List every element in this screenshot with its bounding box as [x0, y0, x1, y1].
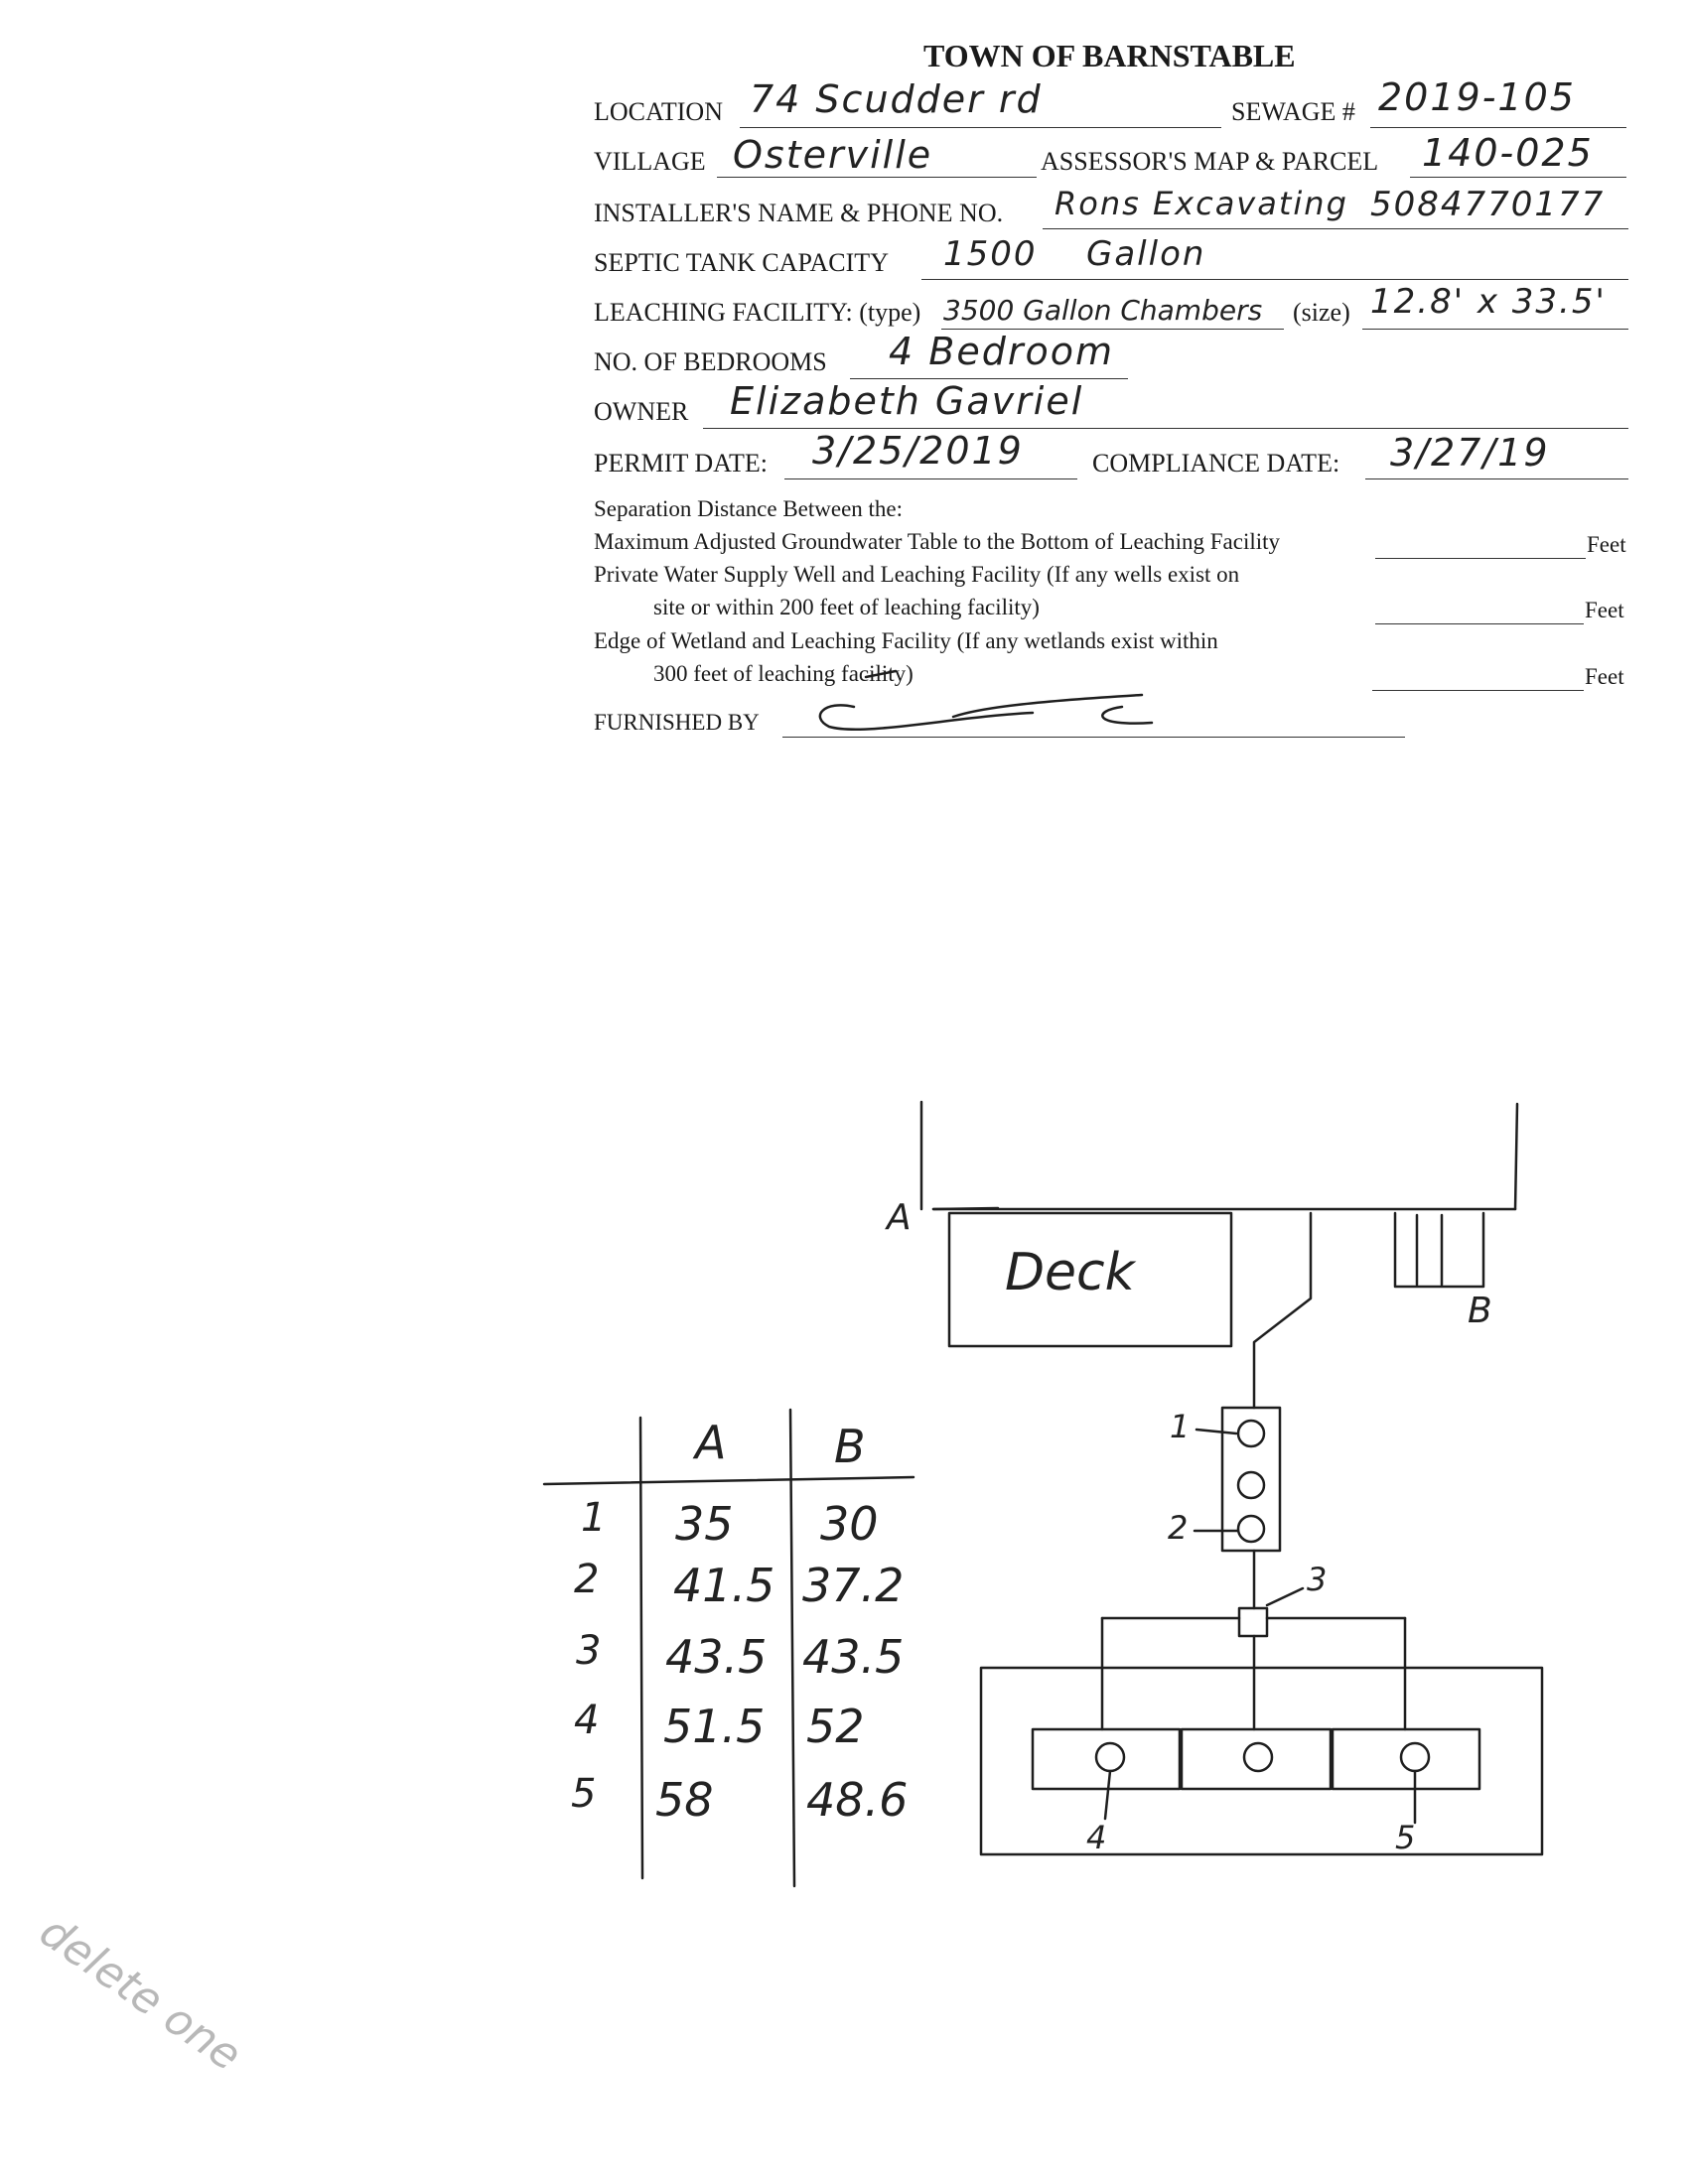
- leaching-size-label: (size): [1293, 298, 1350, 327]
- owner-label: OWNER: [594, 397, 689, 426]
- signature: [820, 695, 1152, 730]
- separation-wetland-line2: 300 feet of leaching facility): [653, 661, 914, 686]
- table-row-5-a: 58: [655, 1773, 714, 1827]
- location-value: 74 Scudder rd: [750, 77, 1043, 121]
- chamber-center: [1182, 1729, 1331, 1789]
- table-row-3-a: 43.5: [665, 1630, 768, 1684]
- table-row-1-a: 35: [675, 1497, 734, 1551]
- table-column-divider-1: [640, 1418, 642, 1878]
- bedrooms-label: NO. OF BEDROOMS: [594, 347, 827, 376]
- table-row-3-num: 3: [576, 1628, 602, 1674]
- point-4-leader: [1105, 1771, 1110, 1819]
- compliance-date-label: COMPLIANCE DATE:: [1092, 449, 1340, 478]
- table-row-1-b: 30: [820, 1497, 879, 1551]
- point-3-leader: [1267, 1588, 1303, 1605]
- separation-well-line2: site or within 200 feet of leaching facility): [653, 595, 1040, 619]
- ref-a-marker: [933, 1208, 998, 1209]
- table-row-1-num: 1: [581, 1495, 607, 1541]
- bulkhead-b: [1395, 1213, 1483, 1287]
- table-row-4-a: 51.5: [663, 1700, 766, 1753]
- table-row-5-num: 5: [571, 1771, 597, 1817]
- point-3-label: 3: [1307, 1561, 1328, 1598]
- point-4-label: 4: [1086, 1819, 1107, 1856]
- table-header-a: A: [695, 1416, 727, 1469]
- parcel-label: ASSESSOR'S MAP & PARCEL: [1041, 147, 1379, 176]
- separation-heading: Separation Distance Between the:: [594, 496, 904, 521]
- septic-tank: [1222, 1408, 1280, 1551]
- leaching-size-value: 12.8' x 33.5': [1370, 282, 1607, 322]
- table-header-b: B: [834, 1420, 866, 1473]
- bedrooms-value: 4 Bedroom: [889, 330, 1114, 373]
- table-row-4-b: 52: [806, 1700, 865, 1753]
- tank-value: 1500: [943, 234, 1038, 274]
- installer-name-value: Rons Excavating: [1055, 185, 1348, 222]
- distribution-box: [1239, 1608, 1267, 1636]
- tank-manhole-2: [1238, 1472, 1264, 1498]
- separation-wetland-line1: Edge of Wetland and Leaching Facility (If any wetlands exist within: [594, 628, 1218, 653]
- point-1-leader: [1196, 1430, 1236, 1433]
- tank-label: SEPTIC TANK CAPACITY: [594, 248, 889, 277]
- strike-mark: [866, 671, 896, 677]
- separation-well-line1: Private Water Supply Well and Leaching Facility (If any wells exist on: [594, 562, 1240, 587]
- table-row-2-a: 41.5: [673, 1559, 775, 1612]
- village-label: VILLAGE: [594, 147, 706, 176]
- table-row-2-b: 37.2: [802, 1559, 905, 1612]
- leaching-field-outline: [981, 1668, 1542, 1854]
- deck-label: Deck: [1005, 1243, 1135, 1302]
- point-2-label: 2: [1168, 1509, 1189, 1547]
- form-title: TOWN OF BARNSTABLE: [923, 38, 1296, 73]
- separation-wetland-feet: Feet: [1585, 664, 1624, 689]
- tank-manhole-1: [1238, 1421, 1264, 1446]
- tank-manhole-3: [1238, 1516, 1264, 1542]
- table-row-2-num: 2: [574, 1557, 600, 1602]
- faint-note: delete one: [30, 1906, 251, 2082]
- table-row-5-b: 48.6: [806, 1773, 909, 1827]
- chamber-port-left: [1096, 1743, 1124, 1771]
- table-row-4-num: 4: [574, 1698, 600, 1743]
- separation-groundwater: Maximum Adjusted Groundwater Table to the Bottom of Leaching Facility: [594, 529, 1281, 554]
- leaching-type-value: 3500 Gallon Chambers: [943, 294, 1263, 327]
- parcel-value: 140-025: [1422, 131, 1594, 175]
- location-label: LOCATION: [594, 97, 723, 126]
- installer-label: INSTALLER'S NAME & PHONE NO.: [594, 199, 1004, 227]
- table-column-divider-2: [790, 1410, 794, 1886]
- point-5-label: 5: [1395, 1819, 1416, 1856]
- ref-a-label: A: [887, 1197, 912, 1238]
- table-row-3-b: 43.5: [802, 1630, 905, 1684]
- chamber-left: [1033, 1729, 1180, 1789]
- sewage-value: 2019-105: [1378, 75, 1576, 119]
- point-1-label: 1: [1170, 1408, 1191, 1445]
- installer-phone-value: 5084770177: [1370, 185, 1606, 224]
- building-sewer-pipe: [1254, 1213, 1311, 1408]
- separation-groundwater-feet: Feet: [1587, 532, 1626, 557]
- ref-b-label: B: [1468, 1291, 1492, 1331]
- permit-date-label: PERMIT DATE:: [594, 449, 769, 478]
- tank-unit: Gallon: [1086, 234, 1206, 274]
- separation-well-feet: Feet: [1585, 598, 1624, 622]
- chamber-right: [1333, 1729, 1479, 1789]
- leaching-label: LEACHING FACILITY: (type): [594, 298, 921, 327]
- furnished-by-label: FURNISHED BY: [594, 710, 760, 735]
- chamber-port-center: [1244, 1743, 1272, 1771]
- owner-value: Elizabeth Gavriel: [730, 379, 1084, 423]
- house-wall-right: [1515, 1104, 1517, 1209]
- table-header-rule: [544, 1477, 914, 1484]
- sewage-label: SEWAGE #: [1231, 97, 1355, 126]
- chamber-port-right: [1401, 1743, 1429, 1771]
- compliance-date-value: 3/27/19: [1390, 431, 1550, 475]
- permit-date-value: 3/25/2019: [812, 429, 1024, 473]
- village-value: Osterville: [733, 133, 933, 177]
